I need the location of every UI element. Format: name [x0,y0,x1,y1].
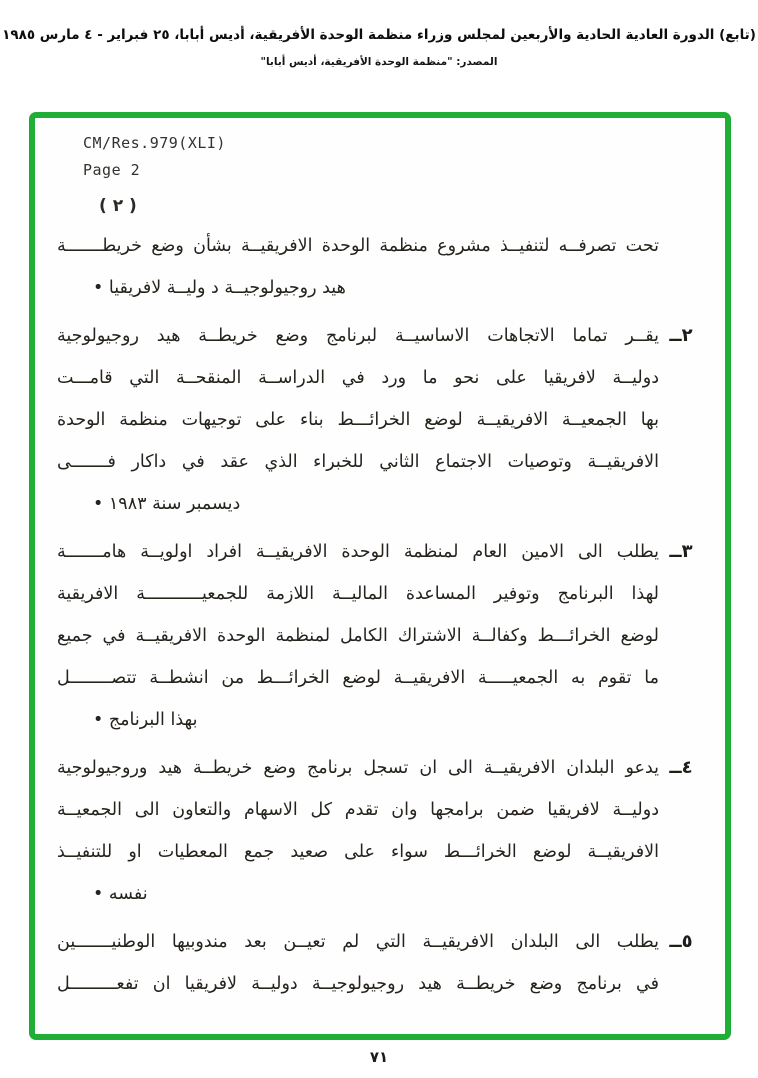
paragraph-body [57,747,659,915]
paragraph-body [57,531,659,741]
document-reference: CM/Res.979(XLI) [83,134,226,152]
document-text-line: نفسه • [93,884,148,904]
document-text-line: ما تقوم به الجمعيـــــة الافريقيــة لوضع الخرائـــط من انشطــة تتصــــــــل [57,668,659,688]
document-text-line: يطلب الى الامين العام لمنظمة الوحدة الافريقيــة افراد اولويــة هامـــــــة [57,542,659,562]
paragraph-number [659,225,703,309]
scanned-page-frame [29,112,731,1040]
document-page-label: Page 2 [83,161,141,179]
document-text-line: يدعو البلدان الافريقيــة الى ان تسجل برنامج وضع خريطــة هيد وروجيولوجية [57,758,659,778]
document-text-line: لهذا البرنامج وتوفير المساعدة الماليــة اللازمة للجمعيـــــــــــة الافريقية [57,584,659,604]
section-marker: ( ٢ ) [99,196,137,216]
paragraph-row [57,315,703,525]
document-text-line: ديسمبر سنة ١٩٨٣ • [93,494,241,514]
document-text-line: في برنامج وضع خريطــة هيد روجيولوجيــة دوليــة لافريقيا ان تفعـــــــــل [57,974,659,994]
document-text-line: هيد روجيولوجيــة د وليــة لافريقيا • [93,278,346,298]
paragraph-row [57,531,703,741]
paragraph-body [57,225,659,309]
paragraph-number: ٤ــ [669,757,693,778]
document-text-line: الافريقيــة لوضع الخرائـــط سواء على صعيد جمع المعطيات او للتنفيــذ [57,842,659,862]
document-text-line: يقــر تماما الاتجاهات الاساسيــة لبرنامج وضع خريطــة هيد روجيولوجية [57,326,659,346]
paragraph-row [57,747,703,915]
paragraph-number: ٢ــ [669,325,693,346]
footer-page-number: ٧١ [369,1048,389,1066]
header-session-line: (تابع) الدورة العادية الحادية والأربعين لمجلس وزراء منظمة الوحدة الأفريقية، أديس أبابا، ٢٥ فبراير - ٤ مارس ١٩٨٥ [2,27,756,43]
document-text-line: تحت تصرفــه لتنفيــذ مشروع منظمة الوحدة الافريقيــة بشأن وضع خريطـــــــة [57,236,659,256]
paragraph-body [57,921,659,1005]
paragraph-row [57,921,703,1005]
document-text-line: دوليــة لافريقيا ضمن برامجها وان تقدم كل الاسهام والتعاون الى الجمعيــة [57,800,659,820]
document-text-line: يطلب الى البلدان الافريقيــة التي لم تعيــن بعد مندوبيها الوطنيـــــــين [57,932,659,952]
paragraph-row [57,225,703,309]
document-text-line: دوليــة لافريقيا على نحو ما ورد في الدراســة المنقحــة التي قامـــت [57,368,659,388]
document-text-line: بها الجمعيــة الافريقيــة لوضع الخرائـــط بناء على توجيهات منظمة الوحدة [57,410,659,430]
paragraphs [35,225,725,1005]
paragraph-number: ٥ــ [669,931,693,952]
paragraph-body [57,315,659,525]
header-source-line: المصدر: "منظمة الوحدة الأفريقية، أديس أبابا" [260,56,498,68]
document-text-line: بهذا البرنامج • [93,710,198,730]
document-text-line: الافريقيــة وتوصيات الاجتماع الثاني للخبراء الذي عقد في داكار فـــــــى [57,452,659,472]
paragraph-number: ٣ــ [669,541,693,562]
document-text-line: لوضع الخرائـــط وكفالــة الاشتراك الكامل لمنظمة الوحدة الافريقيــة في جميع [57,626,659,646]
